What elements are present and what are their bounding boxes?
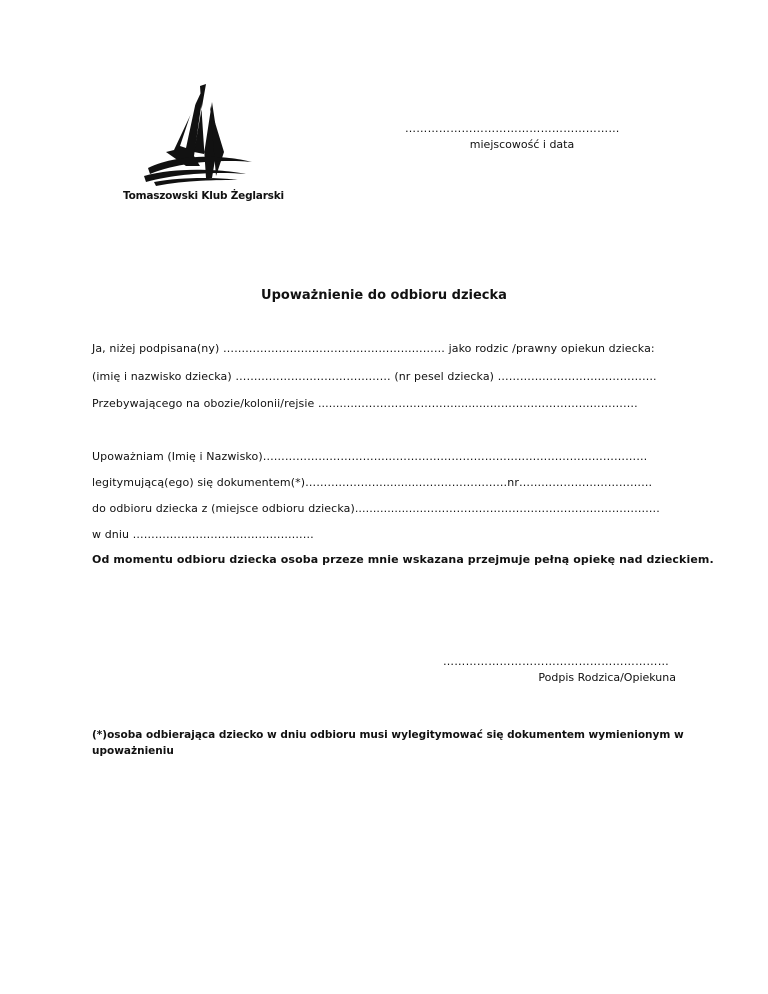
form-line-document: legitymującą(ego) się dokumentem(*)………………….............…………………nr……………………………… — [92, 476, 653, 489]
signature-dots: …………………………………………………… — [443, 655, 669, 668]
responsibility-statement: Od momentu odbioru dziecka osoba przeze mnie wskazana przejmuje pełną opiekę nad dzieckiem. — [92, 553, 714, 566]
place-date-dots: ………………………………………………… — [405, 122, 620, 135]
club-name: Tomaszowski Klub Żeglarski — [123, 190, 284, 202]
footnote: (*)osoba odbierająca dziecko w dniu odbioru musi wylegitymować się dokumentem wymienionym w upoważnieniu — [92, 729, 684, 757]
form-line-parent-name: Ja, niżej podpisana(ny) …………………………………………………… jako rodzic /prawny opiekun dziecka: — [92, 342, 655, 355]
form-line-pickup-place: do odbioru dziecka z (miejsce odbioru dziecka)...................………………………………………………………. — [92, 502, 660, 515]
form-line-child-name-pesel: (imię i nazwisko dziecka) …………………………………… (nr pesel dziecka) ……………………………………. — [92, 370, 657, 383]
document-title: Upoważnienie do odbioru dziecka — [261, 288, 507, 303]
form-line-date: w dniu ………………….……………………… — [92, 528, 314, 541]
place-date-label: miejscowość i data — [469, 138, 575, 151]
form-line-authorized-person: Upoważniam (Imię i Nazwisko)…………………………………………………………..……………………………… — [92, 450, 648, 463]
form-line-camp: Przebywającego na obozie/kolonii/rejsie ..........………………………..........…………………………………. — [92, 397, 638, 410]
sailboat-logo-icon — [120, 82, 280, 204]
signature-label: Podpis Rodzica/Opiekuna — [538, 671, 676, 684]
